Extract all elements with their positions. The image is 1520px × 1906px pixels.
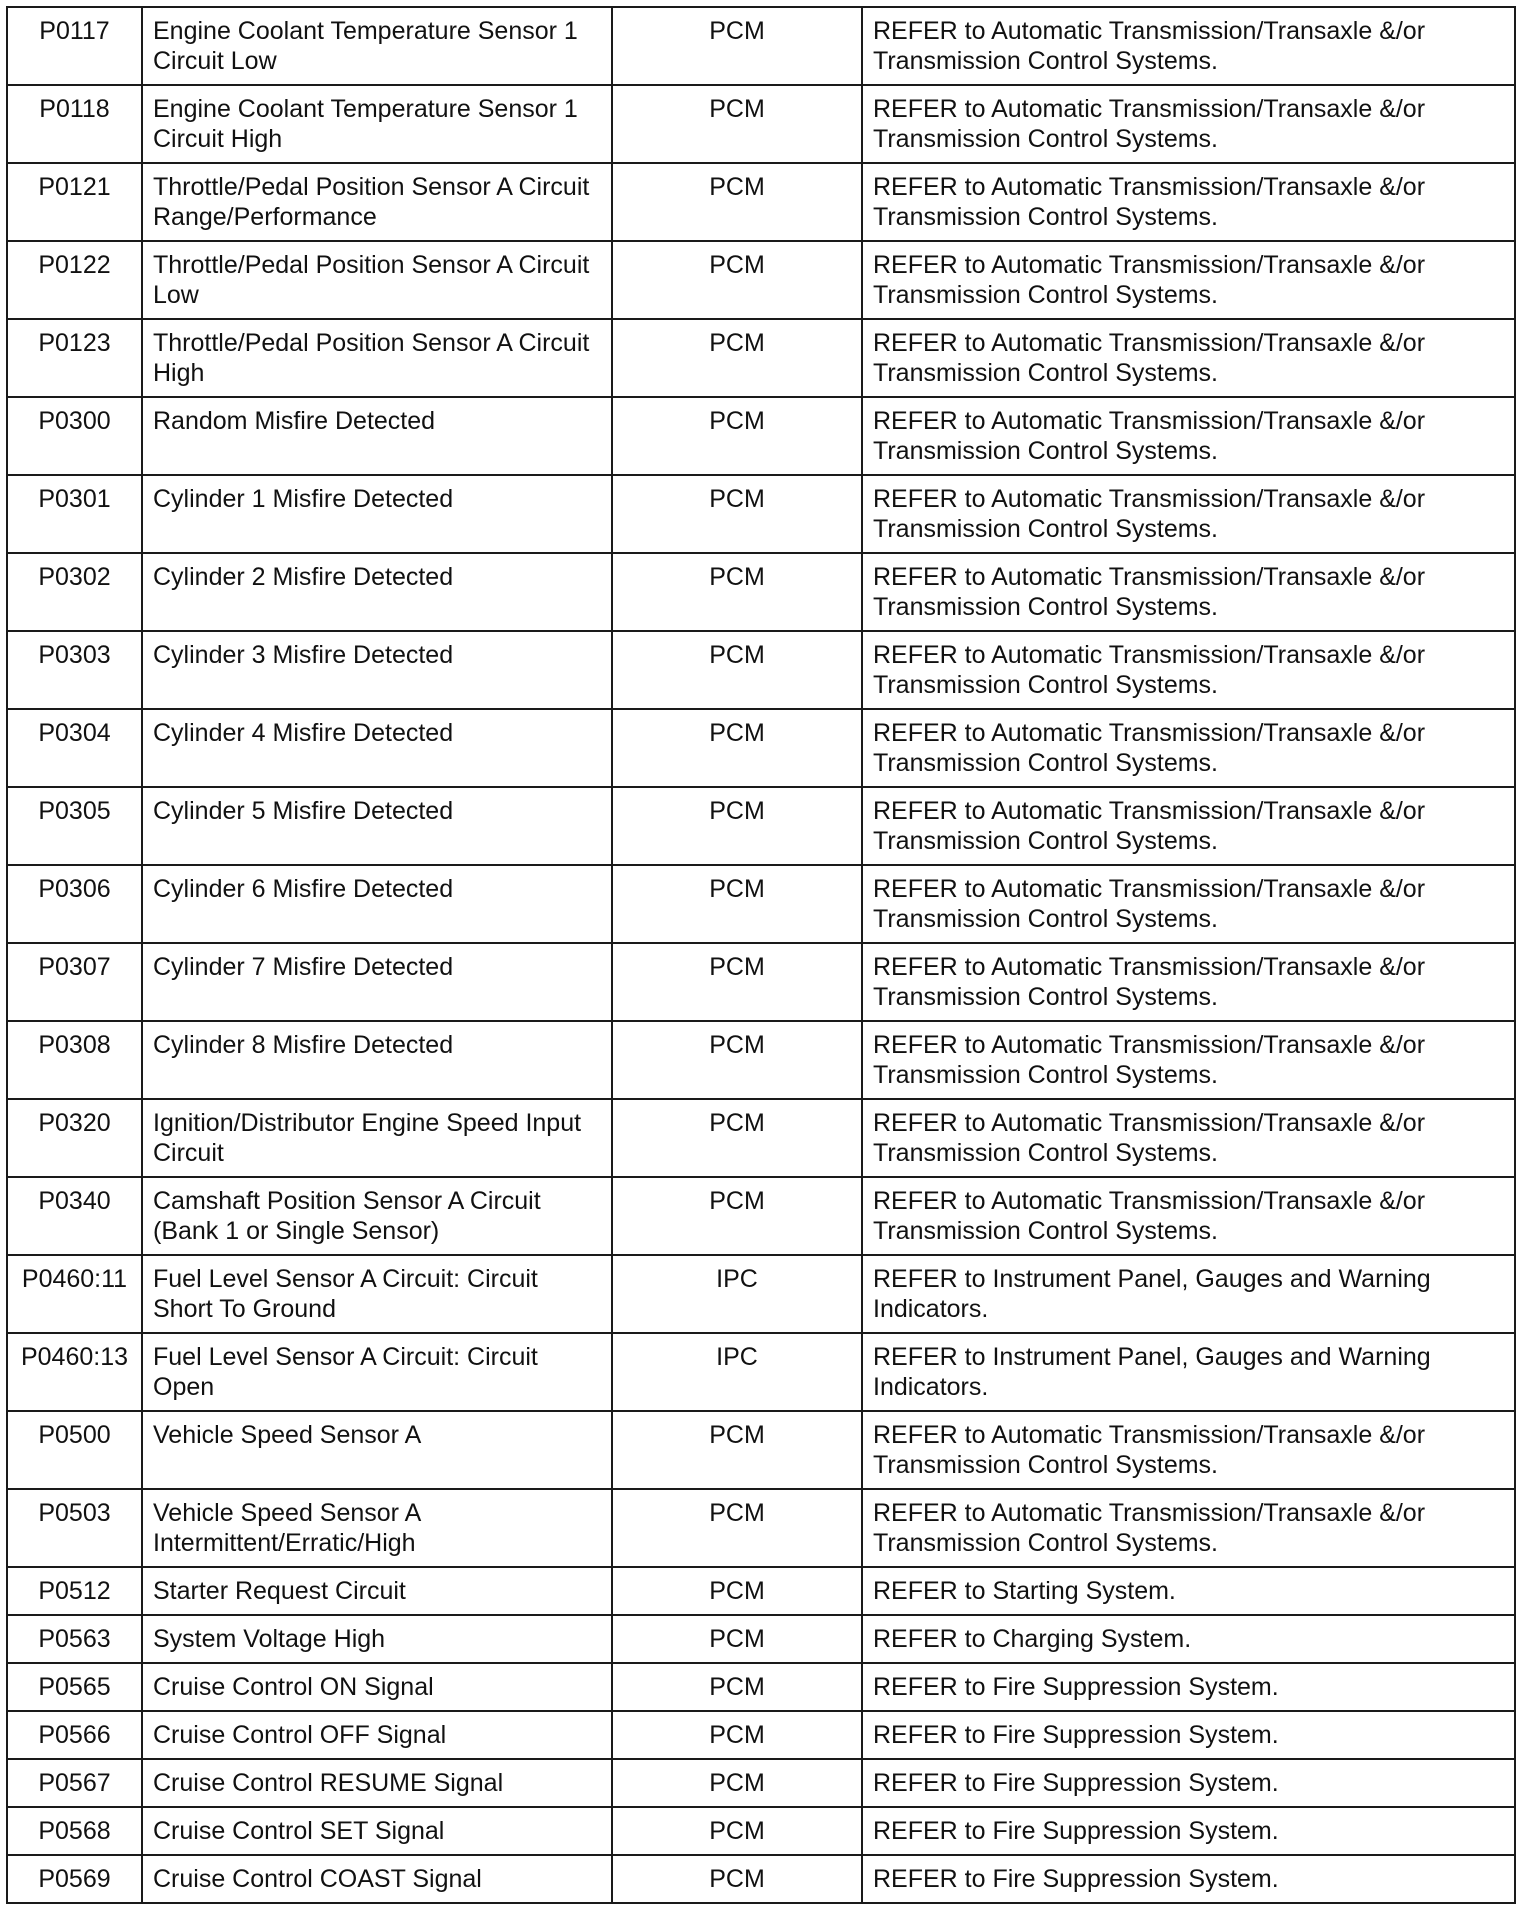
description-cell: Camshaft Position Sensor A Circuit (Bank 1 or Single Sensor) (142, 1177, 612, 1255)
table-row (7, 475, 1515, 553)
action-cell: REFER to Instrument Panel, Gauges and Warning Indicators. (862, 1255, 1515, 1333)
description-cell: Cruise Control OFF Signal (142, 1711, 612, 1759)
dtc-code-cell: P0565 (7, 1663, 142, 1711)
module-cell: PCM (612, 1711, 862, 1759)
dtc-code-cell: P0563 (7, 1615, 142, 1663)
action-cell: REFER to Fire Suppression System. (862, 1711, 1515, 1759)
description-cell: Throttle/Pedal Position Sensor A Circuit Low (142, 241, 612, 319)
module-cell: PCM (612, 1021, 862, 1099)
table-row (7, 163, 1515, 241)
dtc-code-cell: P0568 (7, 1807, 142, 1855)
dtc-code-cell: P0340 (7, 1177, 142, 1255)
table-row (7, 865, 1515, 943)
module-cell: PCM (612, 1411, 862, 1489)
table-row (7, 631, 1515, 709)
action-cell: REFER to Automatic Transmission/Transaxle &/or Transmission Control Systems. (862, 943, 1515, 1021)
table-row (7, 241, 1515, 319)
module-cell: PCM (612, 631, 862, 709)
dtc-code-cell: P0118 (7, 85, 142, 163)
description-cell: Cylinder 1 Misfire Detected (142, 475, 612, 553)
description-cell: Vehicle Speed Sensor A Intermittent/Erratic/High (142, 1489, 612, 1567)
action-cell: REFER to Automatic Transmission/Transaxle &/or Transmission Control Systems. (862, 85, 1515, 163)
description-cell: Engine Coolant Temperature Sensor 1 Circuit Low (142, 7, 612, 85)
table-row (7, 709, 1515, 787)
dtc-code-cell: P0122 (7, 241, 142, 319)
module-cell: PCM (612, 787, 862, 865)
action-cell: REFER to Fire Suppression System. (862, 1855, 1515, 1903)
table-row (7, 1615, 1515, 1663)
table-row (7, 1411, 1515, 1489)
action-cell: REFER to Automatic Transmission/Transaxle &/or Transmission Control Systems. (862, 1099, 1515, 1177)
action-cell: REFER to Automatic Transmission/Transaxle &/or Transmission Control Systems. (862, 787, 1515, 865)
dtc-code-cell: P0503 (7, 1489, 142, 1567)
table-row (7, 1567, 1515, 1615)
module-cell: PCM (612, 1759, 862, 1807)
table-row (7, 1099, 1515, 1177)
action-cell: REFER to Fire Suppression System. (862, 1807, 1515, 1855)
module-cell: PCM (612, 1807, 862, 1855)
module-cell: PCM (612, 163, 862, 241)
table-row (7, 1255, 1515, 1333)
action-cell: REFER to Automatic Transmission/Transaxle &/or Transmission Control Systems. (862, 163, 1515, 241)
table-row (7, 943, 1515, 1021)
module-cell: PCM (612, 1663, 862, 1711)
description-cell: System Voltage High (142, 1615, 612, 1663)
module-cell: PCM (612, 1099, 862, 1177)
table-row (7, 1489, 1515, 1567)
action-cell: REFER to Automatic Transmission/Transaxle &/or Transmission Control Systems. (862, 319, 1515, 397)
description-cell: Ignition/Distributor Engine Speed Input Circuit (142, 1099, 612, 1177)
module-cell: IPC (612, 1333, 862, 1411)
table-row (7, 319, 1515, 397)
description-cell: Vehicle Speed Sensor A (142, 1411, 612, 1489)
dtc-code-cell: P0320 (7, 1099, 142, 1177)
description-cell: Engine Coolant Temperature Sensor 1 Circuit High (142, 85, 612, 163)
module-cell: PCM (612, 7, 862, 85)
action-cell: REFER to Automatic Transmission/Transaxle &/or Transmission Control Systems. (862, 865, 1515, 943)
module-cell: PCM (612, 943, 862, 1021)
action-cell: REFER to Automatic Transmission/Transaxle &/or Transmission Control Systems. (862, 397, 1515, 475)
table-row (7, 1759, 1515, 1807)
table-row (7, 1021, 1515, 1099)
module-cell: PCM (612, 475, 862, 553)
table-row (7, 787, 1515, 865)
action-cell: REFER to Automatic Transmission/Transaxle &/or Transmission Control Systems. (862, 631, 1515, 709)
module-cell: PCM (612, 1177, 862, 1255)
dtc-code-cell: P0304 (7, 709, 142, 787)
action-cell: REFER to Fire Suppression System. (862, 1663, 1515, 1711)
action-cell: REFER to Automatic Transmission/Transaxle &/or Transmission Control Systems. (862, 1021, 1515, 1099)
action-cell: REFER to Charging System. (862, 1615, 1515, 1663)
dtc-code-cell: P0460:11 (7, 1255, 142, 1333)
table-row (7, 553, 1515, 631)
module-cell: PCM (612, 85, 862, 163)
dtc-code-cell: P0569 (7, 1855, 142, 1903)
module-cell: PCM (612, 241, 862, 319)
description-cell: Cylinder 4 Misfire Detected (142, 709, 612, 787)
dtc-code-cell: P0512 (7, 1567, 142, 1615)
module-cell: PCM (612, 1567, 862, 1615)
action-cell: REFER to Instrument Panel, Gauges and Warning Indicators. (862, 1333, 1515, 1411)
dtc-code-cell: P0460:13 (7, 1333, 142, 1411)
action-cell: REFER to Automatic Transmission/Transaxle &/or Transmission Control Systems. (862, 7, 1515, 85)
dtc-code-cell: P0300 (7, 397, 142, 475)
dtc-code-cell: P0303 (7, 631, 142, 709)
dtc-code-cell: P0121 (7, 163, 142, 241)
dtc-code-cell: P0302 (7, 553, 142, 631)
dtc-table-body (7, 7, 1515, 1903)
description-cell: Random Misfire Detected (142, 397, 612, 475)
description-cell: Starter Request Circuit (142, 1567, 612, 1615)
description-cell: Fuel Level Sensor A Circuit: Circuit Short To Ground (142, 1255, 612, 1333)
dtc-code-cell: P0307 (7, 943, 142, 1021)
action-cell: REFER to Automatic Transmission/Transaxle &/or Transmission Control Systems. (862, 475, 1515, 553)
description-cell: Cylinder 8 Misfire Detected (142, 1021, 612, 1099)
description-cell: Throttle/Pedal Position Sensor A Circuit High (142, 319, 612, 397)
action-cell: REFER to Automatic Transmission/Transaxle &/or Transmission Control Systems. (862, 1489, 1515, 1567)
dtc-code-cell: P0567 (7, 1759, 142, 1807)
table-row (7, 397, 1515, 475)
dtc-code-cell: P0301 (7, 475, 142, 553)
dtc-code-cell: P0566 (7, 1711, 142, 1759)
description-cell: Cylinder 6 Misfire Detected (142, 865, 612, 943)
action-cell: REFER to Automatic Transmission/Transaxle &/or Transmission Control Systems. (862, 553, 1515, 631)
dtc-code-cell: P0308 (7, 1021, 142, 1099)
dtc-code-cell: P0500 (7, 1411, 142, 1489)
module-cell: PCM (612, 1489, 862, 1567)
module-cell: PCM (612, 1855, 862, 1903)
description-cell: Cruise Control RESUME Signal (142, 1759, 612, 1807)
table-row (7, 7, 1515, 85)
table-row (7, 1711, 1515, 1759)
description-cell: Fuel Level Sensor A Circuit: Circuit Open (142, 1333, 612, 1411)
table-row (7, 1177, 1515, 1255)
description-cell: Cylinder 7 Misfire Detected (142, 943, 612, 1021)
action-cell: REFER to Automatic Transmission/Transaxle &/or Transmission Control Systems. (862, 709, 1515, 787)
module-cell: PCM (612, 553, 862, 631)
dtc-code-cell: P0305 (7, 787, 142, 865)
module-cell: PCM (612, 865, 862, 943)
description-cell: Cruise Control ON Signal (142, 1663, 612, 1711)
action-cell: REFER to Automatic Transmission/Transaxle &/or Transmission Control Systems. (862, 1177, 1515, 1255)
module-cell: PCM (612, 397, 862, 475)
dtc-table (6, 6, 1516, 1904)
module-cell: PCM (612, 319, 862, 397)
table-row (7, 1333, 1515, 1411)
action-cell: REFER to Automatic Transmission/Transaxle &/or Transmission Control Systems. (862, 1411, 1515, 1489)
dtc-code-cell: P0123 (7, 319, 142, 397)
description-cell: Cylinder 5 Misfire Detected (142, 787, 612, 865)
action-cell: REFER to Starting System. (862, 1567, 1515, 1615)
module-cell: IPC (612, 1255, 862, 1333)
table-row (7, 1855, 1515, 1903)
table-row (7, 1807, 1515, 1855)
description-cell: Cylinder 2 Misfire Detected (142, 553, 612, 631)
description-cell: Throttle/Pedal Position Sensor A Circuit Range/Performance (142, 163, 612, 241)
dtc-code-cell: P0306 (7, 865, 142, 943)
dtc-code-cell: P0117 (7, 7, 142, 85)
description-cell: Cruise Control SET Signal (142, 1807, 612, 1855)
table-row (7, 1663, 1515, 1711)
module-cell: PCM (612, 709, 862, 787)
description-cell: Cylinder 3 Misfire Detected (142, 631, 612, 709)
description-cell: Cruise Control COAST Signal (142, 1855, 612, 1903)
action-cell: REFER to Fire Suppression System. (862, 1759, 1515, 1807)
module-cell: PCM (612, 1615, 862, 1663)
action-cell: REFER to Automatic Transmission/Transaxle &/or Transmission Control Systems. (862, 241, 1515, 319)
table-row (7, 85, 1515, 163)
